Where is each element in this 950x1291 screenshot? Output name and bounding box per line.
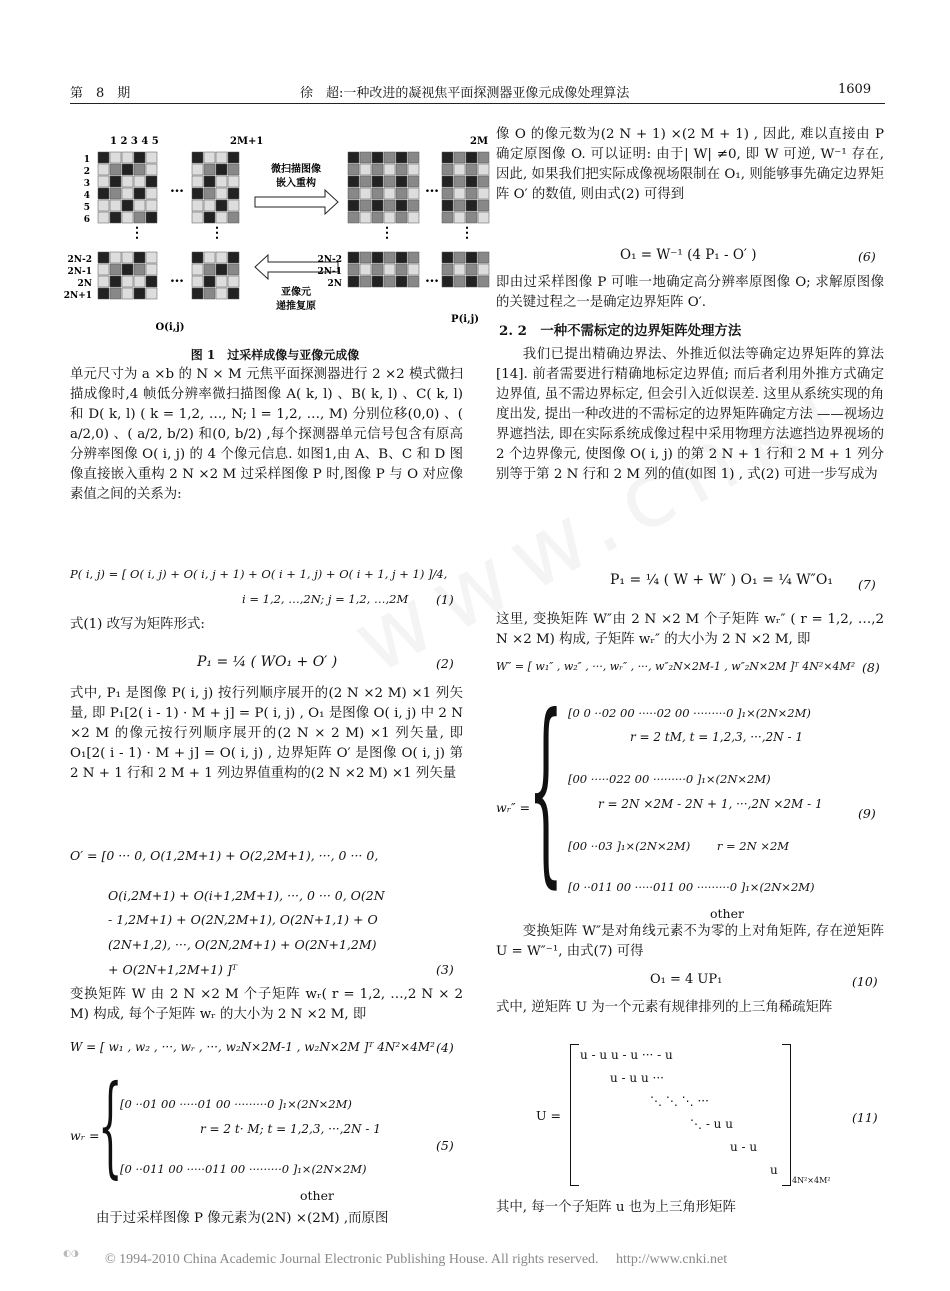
figure-cell bbox=[466, 164, 477, 175]
figure-1 bbox=[63, 132, 489, 342]
figure-cell bbox=[384, 176, 395, 187]
figure-cell bbox=[360, 264, 371, 275]
figure-cell bbox=[146, 164, 157, 175]
figure-cell bbox=[134, 164, 145, 175]
left-brace: { bbox=[98, 1061, 123, 1189]
right-para-5 bbox=[496, 922, 884, 962]
figure-cell bbox=[122, 264, 133, 275]
matrix-row: u - u u - u ··· - u bbox=[580, 1048, 673, 1062]
figure-cell bbox=[478, 152, 489, 163]
figure-cell bbox=[442, 176, 453, 187]
matrix-row: u - u bbox=[730, 1140, 758, 1154]
issue-number: 第 8 期 bbox=[70, 86, 131, 101]
figure-cell bbox=[466, 252, 477, 263]
figure-cell bbox=[348, 252, 359, 263]
figure-cell bbox=[454, 276, 465, 287]
figure-row-label: 2N-2 bbox=[317, 255, 342, 265]
figure-cell bbox=[372, 252, 383, 263]
figure-cell bbox=[216, 200, 227, 211]
equation-7: P₁ = ¼ ( W + W′ ) O₁ = ¼ W″O₁ bbox=[610, 572, 833, 588]
figure-vdots: ⋮ bbox=[210, 225, 224, 241]
figure-ellipsis: … bbox=[170, 180, 184, 196]
equation-11-lhs: U = bbox=[536, 1108, 561, 1123]
figure-cell bbox=[110, 276, 121, 287]
figure-cell bbox=[146, 252, 157, 263]
figure-cell bbox=[466, 176, 477, 187]
figure-cell bbox=[204, 152, 215, 163]
figure-cell bbox=[372, 164, 383, 175]
figure-cell bbox=[360, 276, 371, 287]
copyright-footer: © 1994-2010 China Academic Journal Electronic Publishing House. All rights reserved. http://www.cnki.net bbox=[105, 1252, 728, 1267]
figure-cell bbox=[372, 152, 383, 163]
figure-cell bbox=[408, 212, 419, 223]
text-paragraph: 式中, P₁ 是图像 P( i, j) 按行列顺序展开的(2 N ×2 M) ×1 列矢量, 即 P₁[2( i - 1) · M + j] = P( i, j) , O₁ 是图像 O( i, j) 中 2 N ×2 M 的像元按行列顺序展开的(2 N × 2 M) ×1 列矢量, 即 O₁[2( i - 1) · M + j] = O( i, j) , 边界矩阵 O′ 是图像 O( i, j) 第 2 N + 1 行和 2 M + 1 列边界值重构的(2 N ×2 M) ×1 列矢量 bbox=[70, 686, 463, 781]
figure-ellipsis: … bbox=[425, 270, 439, 286]
figure-cell bbox=[146, 276, 157, 287]
figure-cell bbox=[478, 200, 489, 211]
figure-cell bbox=[408, 252, 419, 263]
text-paragraph: 变换矩阵 W 由 2 N ×2 M 个子矩阵 wᵣ( r = 1,2, …,2 N × 2 M) 构成, 每个子矩阵 wᵣ 的大小为 2 N ×2 M, 即 bbox=[70, 987, 463, 1022]
figure-cell bbox=[454, 176, 465, 187]
equation-9a: [0 0 ··02 00 ·····02 00 ·········0 ]₁×(2N×2M) bbox=[568, 706, 811, 720]
figure-row-label: 2N bbox=[327, 279, 342, 289]
figure-cell bbox=[466, 264, 477, 275]
figure-cell bbox=[372, 176, 383, 187]
right-para-3 bbox=[496, 345, 884, 485]
figure-cell bbox=[110, 288, 121, 299]
matrix-right-bracket bbox=[782, 1044, 791, 1186]
equation-9e: [00 ··03 ]₁×(2N×2M) r = 2N ×2M bbox=[568, 839, 790, 853]
figure-cell bbox=[192, 164, 203, 175]
figure-cell bbox=[384, 152, 395, 163]
figure-cell bbox=[192, 212, 203, 223]
figure-cell bbox=[122, 252, 133, 263]
figure-cell bbox=[146, 200, 157, 211]
figure-cell bbox=[408, 276, 419, 287]
page-number: 1609 bbox=[838, 82, 872, 97]
equation-5-number: (5) bbox=[436, 1138, 454, 1153]
figure-cell bbox=[466, 212, 477, 223]
figure-column-labels: 1 2 3 4 5 bbox=[110, 136, 159, 147]
equation-3b: O(i,2M+1) + O(i+1,2M+1), ···, 0 ··· 0, O(2N bbox=[108, 888, 385, 903]
text-paragraph: 式(1) 改写为矩阵形式: bbox=[70, 617, 205, 632]
figure-cell bbox=[396, 200, 407, 211]
figure-cell bbox=[216, 152, 227, 163]
figure-cell bbox=[454, 264, 465, 275]
equation-7-number: (7) bbox=[858, 577, 876, 592]
left-para-3 bbox=[70, 684, 463, 784]
figure-cell bbox=[98, 176, 109, 187]
figure-cell bbox=[454, 152, 465, 163]
text-paragraph: 变换矩阵 W″是对角线元素不为零的上对角矩阵, 存在逆矩阵 U = W″⁻¹, 由式(7) 可得 bbox=[496, 924, 884, 959]
figure-cell bbox=[134, 200, 145, 211]
equation-3c: - 1,2M+1) + O(2N,2M+1), O(2N+1,1) + O bbox=[108, 912, 378, 927]
figure-cell bbox=[478, 276, 489, 287]
text-paragraph: 由于过采样图像 P 像元素为(2N) ×(2M) ,而原图 bbox=[96, 1211, 389, 1226]
figure-cell bbox=[466, 188, 477, 199]
figure-cell bbox=[384, 264, 395, 275]
figure-cell bbox=[122, 152, 133, 163]
figure-cell bbox=[110, 152, 121, 163]
equation-5a: [0 ··01 00 ·····01 00 ·········0 ]₁×(2N×2M) bbox=[120, 1097, 352, 1111]
figure-cell bbox=[228, 212, 239, 223]
figure-arrow-label: 嵌入重构 bbox=[276, 178, 316, 189]
equation-5-lhs: wᵣ = bbox=[70, 1128, 100, 1143]
equation-2-number: (2) bbox=[436, 656, 454, 671]
equation-3-number: (3) bbox=[436, 962, 454, 977]
figure-cell bbox=[98, 188, 109, 199]
figure-cell bbox=[372, 276, 383, 287]
figure-row-label: 1 bbox=[83, 155, 90, 165]
figure-row-label: 2N-1 bbox=[67, 267, 92, 277]
figure-cell bbox=[216, 176, 227, 187]
figure-cell bbox=[348, 152, 359, 163]
right-brace: { bbox=[528, 673, 564, 906]
figure-cell bbox=[396, 188, 407, 199]
figure-cell bbox=[348, 276, 359, 287]
matrix-row: u - u u ··· bbox=[610, 1071, 664, 1085]
figure-cell bbox=[228, 188, 239, 199]
figure-cell bbox=[454, 164, 465, 175]
figure-row-label: 5 bbox=[83, 203, 90, 213]
section-heading: 2. 2 一种不需标定的边界矩阵处理方法 bbox=[499, 323, 742, 339]
figure-cell bbox=[396, 276, 407, 287]
figure-cell bbox=[122, 188, 133, 199]
figure-cell bbox=[204, 188, 215, 199]
figure-cell bbox=[122, 212, 133, 223]
text-paragraph: 这里, 变换矩阵 W″由 2 N ×2 M 个子矩阵 wᵣ″ ( r = 1,2, …,2 N ×2 M) 构成, 子矩阵 wᵣ″ 的大小为 2 N ×2 M, 即 bbox=[496, 612, 884, 647]
figure-cell bbox=[98, 164, 109, 175]
right-para-6 bbox=[496, 998, 884, 1018]
figure-cell bbox=[466, 152, 477, 163]
figure-row-label: 2N bbox=[77, 279, 92, 289]
equation-9f: [0 ··011 00 ·····011 00 ·········0 ]₁×(2N×2M) bbox=[568, 880, 815, 894]
figure-cell bbox=[348, 176, 359, 187]
figure-cell bbox=[372, 264, 383, 275]
matrix-row: ⋱ ⋱ ⋱ ··· bbox=[650, 1094, 709, 1108]
figure-cell bbox=[372, 188, 383, 199]
figure-cell bbox=[110, 200, 121, 211]
figure-cell bbox=[110, 264, 121, 275]
left-para-2 bbox=[70, 615, 463, 635]
figure-vdots: ⋮ bbox=[460, 225, 474, 241]
figure-ellipsis: … bbox=[170, 270, 184, 286]
figure-cell bbox=[408, 152, 419, 163]
matrix-row: ⋱ - u u bbox=[690, 1117, 733, 1131]
figure-cell bbox=[478, 212, 489, 223]
figure-cell bbox=[204, 176, 215, 187]
equation-10: O₁ = 4 UP₁ bbox=[650, 972, 723, 987]
equation-11-number: (11) bbox=[852, 1110, 878, 1125]
equation-1-number: (1) bbox=[436, 592, 454, 607]
figure-cell bbox=[454, 200, 465, 211]
text-paragraph: 式中, 逆矩阵 U 为一个元素有规律排列的上三角稀疏矩阵 bbox=[496, 1000, 833, 1015]
figure-cell bbox=[454, 212, 465, 223]
figure-cell bbox=[110, 176, 121, 187]
figure-cell bbox=[442, 252, 453, 263]
figure-label-o: O(i,j) bbox=[155, 322, 185, 333]
figure-cell bbox=[98, 200, 109, 211]
figure-cell bbox=[134, 288, 145, 299]
figure-cell bbox=[216, 276, 227, 287]
figure-cell bbox=[442, 264, 453, 275]
figure-cell bbox=[98, 212, 109, 223]
figure-cell bbox=[360, 200, 371, 211]
figure-cell bbox=[408, 264, 419, 275]
figure-cell bbox=[228, 288, 239, 299]
equation-9-number: (9) bbox=[858, 806, 876, 821]
figure-cell bbox=[228, 276, 239, 287]
figure-vdots: ⋮ bbox=[130, 225, 144, 241]
figure-cell bbox=[110, 212, 121, 223]
figure-column-label: 2M+1 bbox=[230, 136, 264, 147]
figure-arrow-label: 微扫描图像 bbox=[271, 164, 321, 175]
figure-cell bbox=[192, 264, 203, 275]
figure-cell bbox=[228, 152, 239, 163]
figure-cell bbox=[204, 200, 215, 211]
figure-cell bbox=[216, 212, 227, 223]
figure-cell bbox=[396, 264, 407, 275]
figure-cell bbox=[146, 176, 157, 187]
figure-cell bbox=[146, 188, 157, 199]
text-paragraph: 单元尺寸为 a ×b 的 N × M 元焦平面探测器进行 2 ×2 模式微扫描成像时,4 帧低分辨率微扫描图像 A( k, l) 、B( k, l) 、C( k, l) 和 D( k, l) ( k = 1,2, …, N; l = 1,2, …, M) 分别位移(0,0) 、( a/2,0) 、( a/2, b/2) 和(0, b/2) ,每个探测器单元信号包含有原高分辨率图像 O( i, j) 的 4 个像元信息. 如图1,由 A、B、C 和 D 图像直接嵌入重构 2 N ×2 M 过采样图像 P 时,图像 P 与 O 对应像素值之间的关系为: bbox=[70, 367, 463, 502]
figure-cell bbox=[408, 176, 419, 187]
figure-cell bbox=[192, 276, 203, 287]
figure-cell bbox=[192, 188, 203, 199]
equation-6: O₁ = W⁻¹ (4 P₁ - O′ ) bbox=[620, 247, 757, 263]
figure-row-label: 2N-2 bbox=[67, 255, 92, 265]
figure-cell bbox=[122, 176, 133, 187]
right-para-2 bbox=[496, 273, 884, 313]
figure-cell bbox=[408, 200, 419, 211]
figure-cell bbox=[204, 212, 215, 223]
figure-cell bbox=[134, 176, 145, 187]
figure-cell bbox=[98, 152, 109, 163]
equation-1a: P( i, j) = [ O( i, j) + O( i, j + 1) + O( i + 1, j) + O( i + 1, j + 1) ]/4, bbox=[70, 567, 448, 581]
cnki-logo: ◐◑ bbox=[63, 1249, 79, 1259]
figure-cell bbox=[360, 176, 371, 187]
figure-cell bbox=[348, 188, 359, 199]
figure-arrow-label: 递推复原 bbox=[276, 301, 316, 312]
figure-cell bbox=[146, 264, 157, 275]
figure-cell bbox=[134, 252, 145, 263]
figure-cell bbox=[228, 176, 239, 187]
figure-cell bbox=[134, 188, 145, 199]
figure-cell bbox=[228, 264, 239, 275]
text-paragraph: 其中, 每一个子矩阵 u 也为上三角形矩阵 bbox=[496, 1200, 736, 1215]
figure-cell bbox=[228, 252, 239, 263]
figure-cell bbox=[360, 164, 371, 175]
figure-cell bbox=[216, 252, 227, 263]
right-para-7 bbox=[496, 1198, 884, 1218]
figure-cell bbox=[360, 188, 371, 199]
figure-cell bbox=[216, 188, 227, 199]
figure-cell bbox=[360, 212, 371, 223]
matrix-subscript: 4N²×4M² bbox=[792, 1176, 831, 1185]
figure-cell bbox=[146, 152, 157, 163]
figure-cell bbox=[98, 288, 109, 299]
figure-cell bbox=[122, 288, 133, 299]
header-rule bbox=[70, 103, 885, 104]
figure-cell bbox=[442, 212, 453, 223]
figure-cell bbox=[134, 276, 145, 287]
equation-4-number: (4) bbox=[436, 1040, 454, 1055]
figure-cell bbox=[442, 164, 453, 175]
figure-cell bbox=[360, 152, 371, 163]
figure-cell bbox=[408, 164, 419, 175]
equation-3d: (2N+1,2), ···, O(2N,2M+1) + O(2N+1,2M) bbox=[108, 937, 377, 952]
figure-row-label: 3 bbox=[83, 179, 90, 189]
equation-9g: other bbox=[710, 906, 744, 921]
figure-cell bbox=[110, 188, 121, 199]
figure-cell bbox=[204, 288, 215, 299]
figure-cell bbox=[396, 212, 407, 223]
figure-vdots: ⋮ bbox=[380, 225, 394, 241]
figure-cell bbox=[360, 252, 371, 263]
figure-cell bbox=[348, 212, 359, 223]
figure-cell bbox=[454, 252, 465, 263]
figure-column-label: 2M bbox=[470, 136, 489, 147]
figure-cell bbox=[98, 264, 109, 275]
equation-3a: O′ = [0 ··· 0, O(1,2M+1) + O(2,2M+1), ···, 0 ··· 0, bbox=[70, 848, 379, 863]
figure-cell bbox=[146, 288, 157, 299]
figure-cell bbox=[134, 212, 145, 223]
figure-cell bbox=[192, 176, 203, 187]
figure-cell bbox=[384, 164, 395, 175]
equation-3e: + O(2N+1,2M+1) ]ᵀ bbox=[108, 962, 238, 977]
figure-row-label: 2N+1 bbox=[63, 291, 92, 301]
equation-4: W = [ w₁ , w₂ , ···, wᵣ , ···, w₂N×2M-1 , w₂N×2M ]ᵀ 4N²×4M² bbox=[70, 1040, 435, 1054]
figure-cell bbox=[348, 164, 359, 175]
left-para-5 bbox=[96, 1209, 466, 1229]
figure-cell bbox=[384, 200, 395, 211]
figure-cell bbox=[454, 188, 465, 199]
figure-label-p: P(i,j) bbox=[451, 314, 479, 325]
figure-cell bbox=[110, 252, 121, 263]
figure-cell bbox=[478, 252, 489, 263]
figure-cell bbox=[122, 164, 133, 175]
figure-cell bbox=[442, 152, 453, 163]
figure-cell bbox=[478, 176, 489, 187]
equation-9b: r = 2 tM, t = 1,2,3, ···,2N - 1 bbox=[630, 730, 803, 744]
right-para-1 bbox=[496, 125, 884, 205]
equation-9-lhs: wᵣ″ = bbox=[496, 800, 531, 815]
figure-row-label: 6 bbox=[83, 215, 90, 225]
figure-cell bbox=[204, 264, 215, 275]
figure-cell bbox=[204, 252, 215, 263]
figure-cell bbox=[384, 212, 395, 223]
figure-cell bbox=[442, 276, 453, 287]
figure-cell bbox=[122, 276, 133, 287]
figure-1-graphic bbox=[63, 132, 489, 342]
left-para-4 bbox=[70, 985, 463, 1025]
matrix-row: u bbox=[770, 1163, 778, 1177]
equation-2: P₁ = ¼ ( WO₁ + O′ ) bbox=[197, 654, 338, 670]
matrix-u bbox=[570, 1044, 831, 1194]
figure-cell bbox=[204, 164, 215, 175]
figure-cell bbox=[348, 264, 359, 275]
figure-cell bbox=[134, 152, 145, 163]
figure-cell bbox=[216, 164, 227, 175]
figure-cell bbox=[192, 252, 203, 263]
equation-6-number: (6) bbox=[858, 249, 876, 264]
text-paragraph: 我们已提出精确边界法、外推近似法等确定边界矩阵的算法[14]. 前者需要进行精确地标定边界值; 而后者利用外推方式确定边界值, 虽不需边界标定, 但会引入近似误差. 这里从系统实现的角度出发, 提出一种改进的不需标定的边界矩阵确定方法 ——视场边界遮挡法, 即在实际系统成像过程中采用物理方法遮挡边界视场的 2 个边界像元, 使图像 O( i, j) 的第 2 N + 1 行和 2 M + 1 列分别等于第 2 N 行和 2 M 列的值(如图 1) , 式(2) 可进一步写成为 bbox=[496, 347, 884, 482]
matrix-left-bracket bbox=[570, 1044, 579, 1186]
figure-cell bbox=[98, 252, 109, 263]
figure-arrow-label: 亚像元 bbox=[281, 287, 311, 298]
right-para-4 bbox=[496, 610, 884, 650]
left-para-1 bbox=[70, 365, 463, 505]
figure-cell bbox=[192, 152, 203, 163]
figure-row-label: 2N-1 bbox=[317, 267, 342, 277]
equation-9c: [00 ·····022 00 ·········0 ]₁×(2N×2M) bbox=[568, 772, 771, 786]
figure-cell bbox=[372, 200, 383, 211]
figure-row-label: 4 bbox=[83, 191, 90, 201]
equation-5d: other bbox=[300, 1188, 334, 1203]
figure-cell bbox=[478, 188, 489, 199]
figure-cell bbox=[122, 200, 133, 211]
figure-ellipsis: … bbox=[425, 180, 439, 196]
figure-cell bbox=[348, 200, 359, 211]
figure-caption: 图 1 过采样成像与亚像元成像 bbox=[190, 348, 360, 362]
figure-cell bbox=[204, 276, 215, 287]
equation-9d: r = 2N ×2M - 2N + 1, ···,2N ×2M - 1 bbox=[598, 797, 823, 811]
figure-cell bbox=[408, 188, 419, 199]
figure-cell bbox=[478, 164, 489, 175]
figure-cell bbox=[466, 200, 477, 211]
figure-cell bbox=[396, 164, 407, 175]
figure-cell bbox=[396, 152, 407, 163]
text-paragraph: 即由过采样图像 P 可唯一地确定高分辨率原图像 O; 求解原图像的关键过程之一是确定边界矩阵 O′. bbox=[496, 275, 884, 310]
figure-cell bbox=[110, 164, 121, 175]
figure-cell bbox=[216, 288, 227, 299]
running-title: 徐 超:一种改进的凝视焦平面探测器亚像元成像处理算法 bbox=[300, 86, 630, 101]
figure-cell bbox=[228, 200, 239, 211]
figure-cell bbox=[228, 164, 239, 175]
equation-10-number: (10) bbox=[852, 974, 878, 989]
figure-cell bbox=[384, 276, 395, 287]
equation-5c: [0 ··011 00 ·····011 00 ·········0 ]₁×(2N×2M) bbox=[120, 1162, 367, 1176]
figure-cell bbox=[396, 252, 407, 263]
text-paragraph: 像 O 的像元数为(2 N + 1) ×(2 M + 1) , 因此, 难以直接由 P 确定原图像 O. 可以证明: 由于| W| ≠0, 即 W 可逆, W⁻¹ 存在, 因此, 如果我们把实际成像视场限制在 O₁, 则能够事先确定边界矩阵 O′ 的数值, 则由式(2) 可得到 bbox=[496, 127, 884, 202]
figure-cell bbox=[442, 188, 453, 199]
arrow-right bbox=[255, 190, 338, 214]
equation-1b: i = 1,2, …,2N; j = 1,2, …,2M bbox=[242, 592, 409, 606]
equation-8-number: (8) bbox=[862, 660, 880, 675]
figure-cell bbox=[466, 276, 477, 287]
figure-cell bbox=[134, 264, 145, 275]
figure-cell bbox=[98, 276, 109, 287]
figure-cell bbox=[442, 200, 453, 211]
figure-cell bbox=[192, 200, 203, 211]
figure-cell bbox=[146, 212, 157, 223]
figure-cell bbox=[478, 264, 489, 275]
figure-cell bbox=[372, 212, 383, 223]
figure-cell bbox=[384, 252, 395, 263]
figure-cell bbox=[396, 176, 407, 187]
figure-cell bbox=[216, 264, 227, 275]
figure-cell bbox=[384, 188, 395, 199]
equation-8: W″ = [ w₁″ , w₂″ , ···, wᵣ″ , ···, w″₂N×2M-1 , w″₂N×2M ]ᵀ 4N²×4M² bbox=[496, 660, 856, 673]
figure-cell bbox=[192, 288, 203, 299]
equation-5b: r = 2 t· M; t = 1,2,3, ···,2N - 1 bbox=[200, 1122, 381, 1136]
figure-row-label: 2 bbox=[83, 167, 90, 177]
